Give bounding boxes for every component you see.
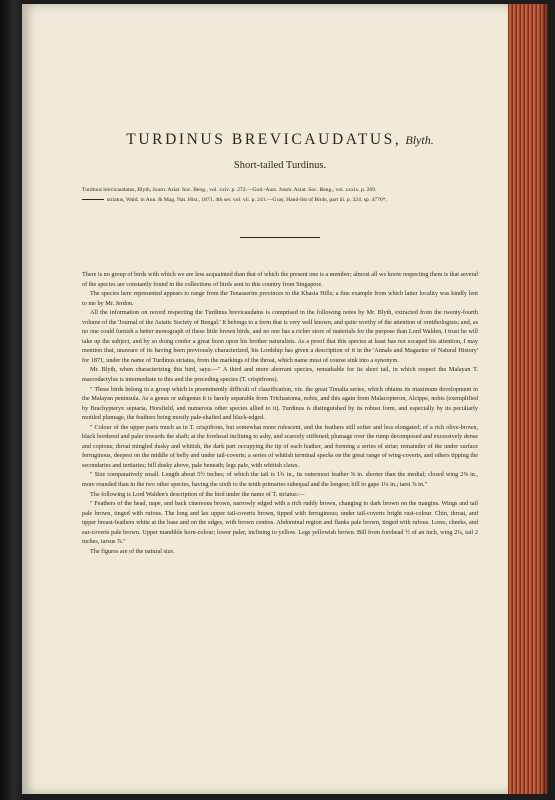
paragraph: " Colour of the upper parts much as in T. crispifrons, but somewhat more rufescent, and the feathers still softer and less elongated; of a rich olive-brown, black bordered and paler towards the shaft; at the forehead inclining to ashy, and scarcely stiffened; plumage over the rump decomposed and excessively dense and copious; throat mingled dusky and whitish, the dark part occupying the tip of each feather, and forming a series of striæ; remainder of the under surface ferruginous, deepest on the middle of belly and under tail-coverts; a series of whitish terminal specks on the great range of wing-coverts, and others tipping the secondaries and tertiaries; bill dusky above, pale beneath; legs pale, with whitish claws. [82,423,478,469]
divider-rule [240,237,320,238]
page-edges [508,4,548,794]
body-text [82,270,478,556]
reference-text: striatus, Wald. in Ann. & Mag. Nat. Hist., 1871, 4th ser. vol. vii. p. 241.—Gray, Hand-list of Birds, part iii. p. 324. sp. 4776*. [107,197,387,204]
paragraph: The figures are of the natural size. [90,547,175,555]
book-page [22,4,510,794]
paragraph: " These birds belong to a group which is preeminently difficult of classification, viz. the great Timalia series, which obtains its maximum development in the Malayan peninsula. As a genus or subgenus it is barely separable from Trichastoma, nobis, and this again from Malacopteron, Alcippe, nobis (exemplified by Brachypteryx sepiaria, Horsfield, and numerous other species allied to it). Turdinus is distinguished by its robust form, and especially by its peculiarly mottled plumage, the feathers being mostly pale-shafted and black-edged. [82,385,478,422]
ditto-dash [82,199,104,200]
common-name: Short-tailed Turdinus. [233,160,327,171]
paragraph: " Feathers of the head, nape, and back cinereous brown, narrowly edged with a rich ruddy brown, changing to dark brown on the margins. Wings and tail pale brown, tinged with rufous. The long and lax upper tail-coverts brown, tipped with ferruginous; under tail-coverts bright rust-colour. Chin, throat, and upper breast-feathers white at the base and on the edges, with brown centres. Abdominal region and flanks pale brown, tinged with rufous. Lores, cheeks, and ear-coverts pale brown. Upper mandible horn-colour; lower paler, inclining to yellow. Legs yellowish brown. Bill from forehead ½ of an inch, wing 2¼, tail 2 inches, tarsus ⅞." [82,500,478,546]
paragraph: Mr. Blyth, when characterizing this bird, says:—" A third and more aberrant species, remarkable for its short tail, in which respect the Malayan T. macrodactylus is intermediate to this and the preceding species (T. crispifrons). [82,366,478,384]
book-binding [0,0,24,800]
species-title [82,131,478,149]
paragraph: " Size comparatively small. Length about 5½ inches; of which the tail is 1¾ in., its outermost feather ⅝ in. shorter than the medial; closed wing 2⅝ in., more rounded than in the two other species, having the sixth to the tenth primaries subequal and the longest; bill to gape 1¼ in.; tarsi ⅞ in." [82,471,478,489]
reference-entry: Turdinus brevicaudatus, Blyth, Journ. Asiat. Soc. Beng., vol. xxiv. p. 272.—God.-Aust. Journ. Asiat. Soc. Beng., vol. xxxix. p. 269. [82,187,377,193]
title-name: TURDINUS BREVICAUDATUS, [126,131,402,148]
paragraph: The following is Lord Walden's description of the bird under the name of T. striatus:— [90,490,305,498]
paragraph: There is no group of birds with which we are less acquainted than that of which the present one is a member; almost all we know respecting them is that several of the species are constantly found in the collections of birds sent to this country from Singapore. [82,271,478,288]
title-author: Blyth. [405,133,434,147]
paragraph: The species here represented appears to range from the Tenasserim provinces to the Khasia Hills; a fine example from which latter locality was kindly lent to me by Mr. Jerdon. [82,290,478,307]
paragraph: All the information on record respecting the Turdinus brevicaudatus is comprised in the following notes by Mr. Blyth, extracted from the twenty-fourth volume of the 'Journal of the Asiatic Society of Bengal.' It belongs to a form that is very well known, and quite worthy of the attention of ornithologists; and, as no one could furnish a better monograph of these little brown birds, and no one has a richer store of materials for the purpose than Lord Walden, I trust he will take up the subject, and by so doing confer a great boon upon his brother naturalists. As a proof that this species at least has not escaped his attention, I may mention that, unaware of its having been previously characterized, his Lordship has given a description of it in the 'Annals and Magazine of Natural History' for 1871, under the name of Turdinus striatus, from the markings of the throat, which name must of course sink into a synonym. [82,309,478,364]
reference-entry-continued [82,195,478,205]
references-block [82,185,478,205]
